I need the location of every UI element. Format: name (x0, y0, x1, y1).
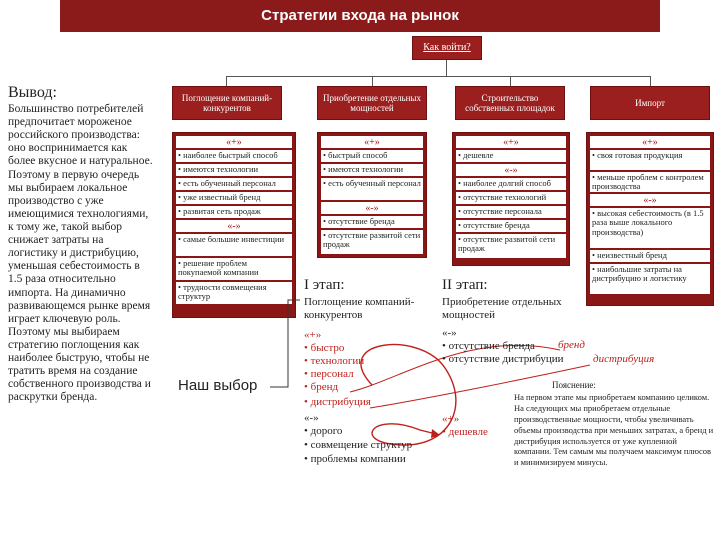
list-item: • отсутствие технологий (456, 192, 566, 204)
stage2-plus-item: • дешевле (442, 426, 488, 438)
list-item: • имеются технологии (321, 164, 423, 176)
list-item: • дешевле (456, 150, 566, 162)
stage2-title: II этап: (442, 277, 488, 293)
stage2-brand-annotation: бренд (558, 339, 585, 351)
stage1-minus-item: • дорого (304, 425, 343, 437)
list-item: • наиболее быстрый способ (176, 150, 292, 162)
list-item: • меньше проблем с контролем производства (590, 172, 710, 192)
list-item: • неизвестный бренд (590, 250, 710, 262)
conclusion-title: Вывод: (8, 84, 57, 101)
minus-label: «-» (321, 202, 423, 214)
stage1-title: I этап: (304, 277, 345, 293)
root-question-box: Как войти? (412, 36, 482, 60)
list-item: • отсутствие развитой сети продаж (321, 230, 423, 254)
page-title: Стратегии входа на рынок (60, 0, 660, 32)
stage1-minus-item: • совмещение структур (304, 439, 413, 451)
stage1-plus-label: «+» (304, 329, 322, 341)
conclusion-text: Большинство потребителей предпочитает мороженое российского производства: оно воспринимается как более вкусное и натуральное. Поэтому в первую очередь мы выбираем локальное производство с уже имеющимися технологиями, к тому же, такой выбор снижает затраты на логистику и дистрибуцию, уменьшая себестоимость в 1.5 раза относительно импорта. На динамично развивающемся рынке время играет ключевую роль. Поэтому мы выбираем стратегию поглощения как наиболее быструю, чтобы не тратить время на создание собственного производства и раскрутки бренда. (8, 103, 153, 404)
list-item: • своя готовая продукция (590, 150, 710, 170)
stage1-plus-item: • дистрибуция (304, 396, 371, 408)
plus-label: «+» (176, 136, 292, 148)
minus-label: «-» (456, 164, 566, 176)
column-head-acquisition: Поглощение компаний-конкурентов (172, 86, 282, 120)
list-item: • есть обученный персонал (176, 178, 292, 190)
stage1-plus-item: • технологии (304, 355, 365, 367)
stage2-minus-label: «-» (442, 327, 457, 339)
stage2-minus-item: • отсутствие дистрибуции (442, 353, 564, 365)
note-text: На первом этапе мы приобретаем компанию целиком. На следующих мы приобретаем отдельные производственные мощности, чтобы увеличивать объемы производства при меньших затратах, а бренд и дистрибуция используется от уже купленной компании. Тем самым мы получаем максимум плюсов и минимизируем минусы. (514, 392, 714, 468)
list-item: • есть обученный персонал (321, 178, 423, 200)
list-item: • высокая себестоимость (в 1.5 раза выше локального производства) (590, 208, 710, 248)
column-head-capacities: Приобретение отдельных мощностей (317, 86, 427, 120)
list-item: • трудности совмещения структур (176, 282, 292, 304)
stage1-plus-item: • персонал (304, 368, 354, 380)
list-item: • наиболее долгий способ (456, 178, 566, 190)
choice-bracket-icon (270, 300, 300, 387)
stage2-distrib-annotation: дистрибуция (593, 353, 655, 365)
list-item: • решение проблем покупаемой компании (176, 258, 292, 280)
column-head-import: Импорт (590, 86, 710, 120)
stage1-plus-item: • бренд (304, 381, 339, 393)
list-item: • имеются технологии (176, 164, 292, 176)
list-item: • отсутствие бренда (456, 220, 566, 232)
plus-label: «+» (590, 136, 710, 148)
plus-label: «+» (321, 136, 423, 148)
stage2-plus-label: «+» (442, 413, 460, 425)
stage1-plus-item: • быстро (304, 342, 345, 354)
stage2-subtitle: Приобретение отдельных мощностей (442, 296, 562, 322)
stage1-minus-item: • проблемы компании (304, 453, 406, 465)
stage1-subtitle: Поглощение компаний-конкурентов (304, 296, 415, 322)
minus-label: «-» (590, 194, 710, 206)
stage2-minus-item: • отсутствие бренда (442, 340, 535, 352)
list-item: • уже известный бренд (176, 192, 292, 204)
our-choice-label: Наш выбор (178, 377, 258, 394)
list-item: • отсутствие развитой сети продаж (456, 234, 566, 258)
list-item: • самые большие инвестиции (176, 234, 292, 256)
list-item: • отсутствие персонала (456, 206, 566, 218)
note-title: Пояснение: (552, 380, 596, 390)
list-item: • быстрый способ (321, 150, 423, 162)
list-item: • наибольшие затраты на дистрибуцию и логистику (590, 264, 710, 294)
plus-label: «+» (456, 136, 566, 148)
minus-label: «-» (176, 220, 292, 232)
stage1-minus-label: «-» (304, 412, 319, 424)
column-head-construction: Строительство собственных площадок (455, 86, 565, 120)
list-item: • развитая сеть продаж (176, 206, 292, 218)
list-item: • отсутствие бренда (321, 216, 423, 228)
